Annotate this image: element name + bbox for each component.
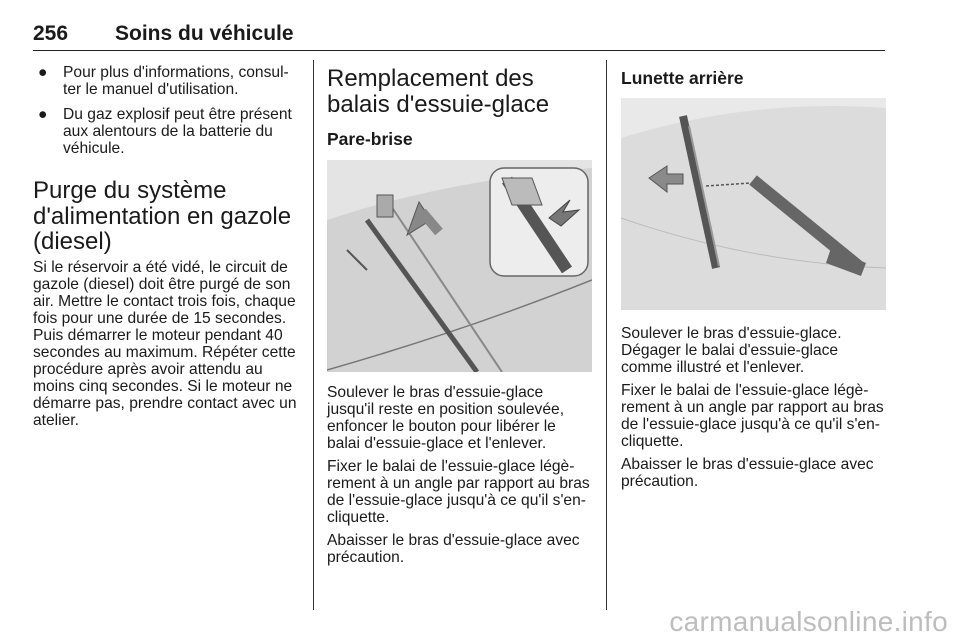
fuel-purge-paragraph: Si le réservoir a été vidé, le circuit de gazole (diesel) doit être purgé de son air. Mettre le contact trois fois, chaque fois pour une durée de 15 secondes. Puis démarrer le moteur pendant 40 secondes au maximum. Répéter cette procédure après avoir attendu au moins cinq secondes. Si le moteur ne démarre pas, prendre contact avec un atelier. <box>33 258 297 429</box>
section-heading-wiper-replacement: Remplacement des balais d'essuie-glace <box>327 65 550 118</box>
column-divider <box>313 60 314 610</box>
column-2 <box>327 64 593 572</box>
bullet-icon: ● <box>38 64 48 81</box>
list-item <box>33 64 300 98</box>
rear-step-2: Fixer le balai de l'essuie-glace légèrement à un angle par rapport au bras de l'essuie-glace jusqu'à ce qu'il s'encliquette. <box>621 382 884 450</box>
page-header <box>33 20 885 51</box>
rear-wiper-illustration <box>621 98 886 310</box>
page-number: 256 <box>33 22 69 45</box>
bullet-list <box>33 64 300 157</box>
windscreen-step-2: Fixer le balai de l'essuie-glace légèrement à un angle par rapport au bras de l'essuie-glace jusqu'à ce qu'il s'encliquette. <box>327 458 590 526</box>
list-item <box>33 106 300 157</box>
bullet-icon: ● <box>38 106 48 123</box>
watermark: carmanualsonline.info <box>669 606 948 637</box>
section-title: Soins du véhicule <box>115 22 294 45</box>
section-heading-fuel-purge: Purge du système d'alimentation en gazole (diesel) <box>33 177 292 255</box>
bullet-text: Pour plus d'informations, consulter le manuel d'utilisation. <box>63 64 289 98</box>
column-3 <box>621 64 887 496</box>
rear-step-1: Soulever le bras d'essuie-glace. Dégager le balai d'essuie-glace comme illustré et l'enlever. <box>621 325 842 376</box>
bullet-text: Du gaz explosif peut être présent aux alentours de la batterie du véhicule. <box>63 106 292 157</box>
column-divider <box>606 60 607 610</box>
windscreen-wiper-illustration <box>327 160 592 372</box>
subheading-windscreen: Pare-brise <box>327 129 413 149</box>
windscreen-step-1: Soulever le bras d'essuie-glace jusqu'il reste en position soulevée, enfoncer le bouton pour libérer le balai d'essuie-glace et l'enlever. <box>327 384 565 452</box>
rear-step-3: Abaisser le bras d'essuie-glace avec précaution. <box>621 456 874 490</box>
windscreen-step-3: Abaisser le bras d'essuie-glace avec précaution. <box>327 532 580 566</box>
column-1 <box>33 64 300 435</box>
subheading-rear-window: Lunette arrière <box>621 68 744 88</box>
